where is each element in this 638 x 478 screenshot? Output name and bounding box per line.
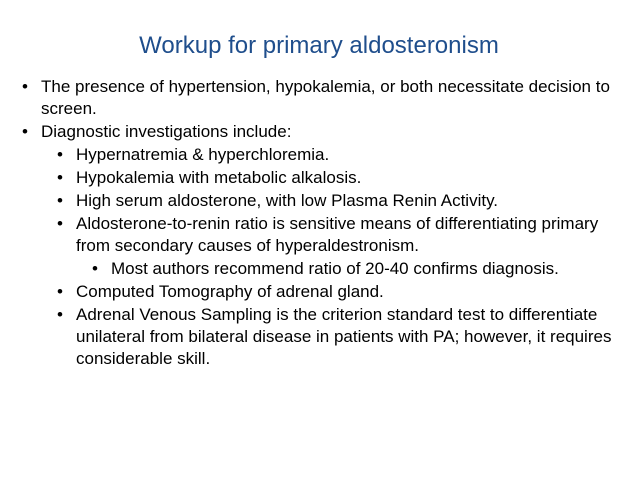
bullet-icon: • bbox=[57, 305, 63, 324]
sub-sub-bullet-list bbox=[90, 258, 620, 280]
sub-list-item bbox=[55, 304, 620, 370]
bullet-icon: • bbox=[57, 214, 63, 233]
slide-title: Workup for primary aldosteronism bbox=[139, 32, 499, 59]
bullet-icon: • bbox=[57, 191, 63, 210]
sub-bullet-list bbox=[55, 144, 620, 370]
bullet-icon: • bbox=[22, 77, 28, 96]
bullet-list bbox=[20, 76, 620, 370]
sub-list-item bbox=[55, 167, 620, 189]
sub-list-item bbox=[55, 190, 620, 212]
list-item bbox=[20, 76, 620, 120]
slide-content bbox=[20, 76, 620, 371]
bullet-icon: • bbox=[92, 259, 98, 278]
sub-sub-list-item-text: Most authors recommend ratio of 20-40 confirms diagnosis. bbox=[111, 259, 559, 278]
sub-list-item bbox=[55, 213, 620, 280]
sub-list-item-text: Aldosterone-to-renin ratio is sensitive means of differentiating primary from secondary causes of hyperaldestronism. bbox=[76, 214, 599, 255]
sub-list-item bbox=[55, 281, 620, 303]
bullet-icon: • bbox=[57, 282, 63, 301]
list-item bbox=[20, 121, 620, 370]
sub-sub-list-item bbox=[90, 258, 620, 280]
list-item-text: Diagnostic investigations include: bbox=[41, 122, 292, 141]
sub-list-item-text: Hypernatremia & hyperchloremia. bbox=[76, 145, 330, 164]
bullet-icon: • bbox=[57, 145, 63, 164]
list-item-text: The presence of hypertension, hypokalemia, or both necessitate decision to screen. bbox=[41, 77, 610, 118]
bullet-icon: • bbox=[22, 122, 28, 141]
sub-list-item-text: High serum aldosterone, with low Plasma Renin Activity. bbox=[76, 191, 499, 210]
sub-list-item bbox=[55, 144, 620, 166]
bullet-icon: • bbox=[57, 168, 63, 187]
sub-list-item-text: Adrenal Venous Sampling is the criterion standard test to differentiate unilateral from bilateral disease in patients with PA; however, it requires considerable skill. bbox=[76, 305, 612, 368]
sub-list-item-text: Hypokalemia with metabolic alkalosis. bbox=[76, 168, 362, 187]
sub-list-item-text: Computed Tomography of adrenal gland. bbox=[76, 282, 384, 301]
